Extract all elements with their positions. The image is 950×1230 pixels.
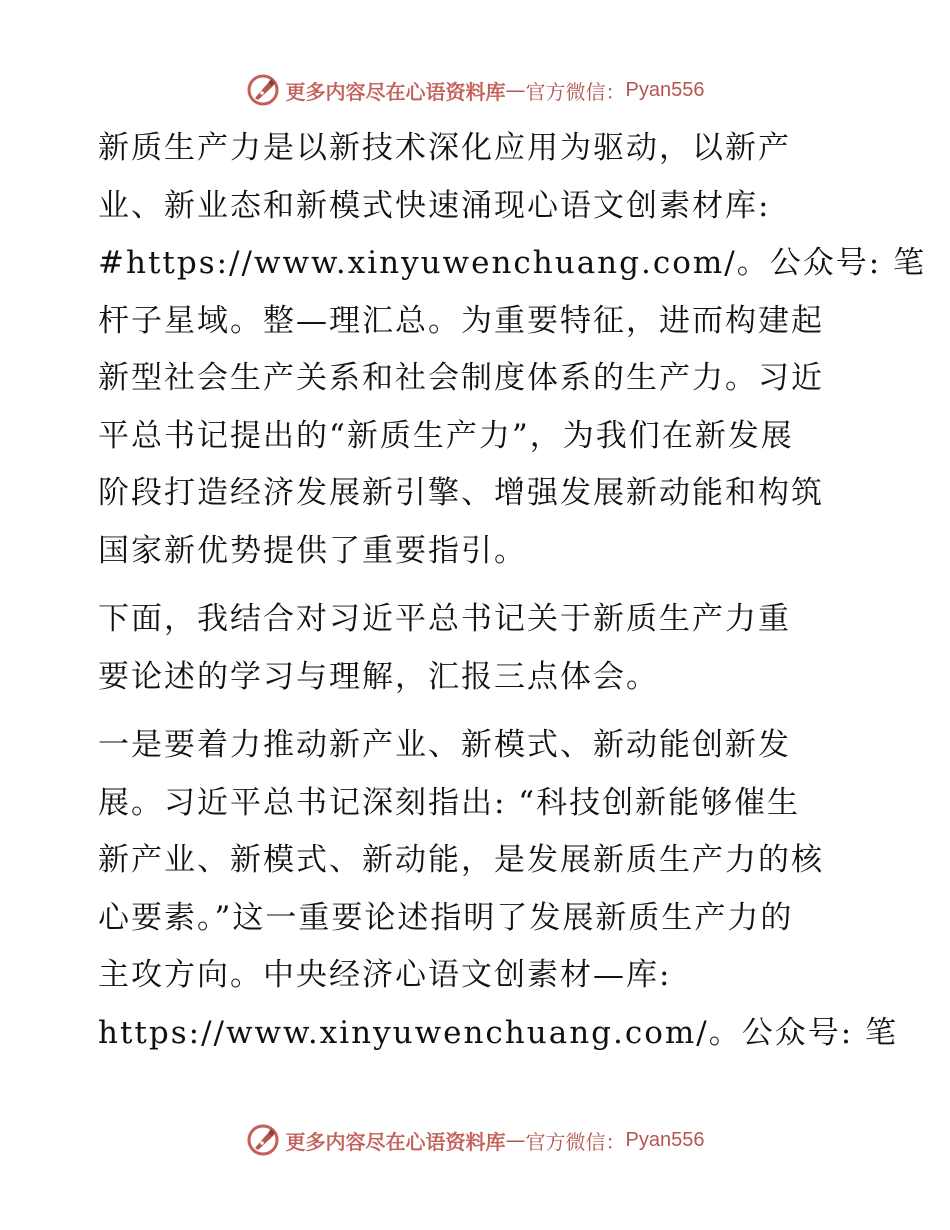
fountain-pen-logo-icon xyxy=(246,1123,280,1157)
text-line: 新型社会生产关系和社会制度体系的生产力。习近 xyxy=(98,360,824,396)
text-line: 阶段打造经济发展新引擎、增强发展新动能和构筑 xyxy=(98,475,824,511)
text-line: 新产业、新模式、新动能，是发展新质生产力的核 xyxy=(98,842,824,878)
header-banner xyxy=(0,70,950,110)
text-line: #https://www.xinyuwenchuang.com/。公众号: 笔 xyxy=(98,245,927,281)
text-line: 新质生产力是以新技术深化应用为驱动，以新产 xyxy=(98,130,791,166)
text-line: 业、新业态和新模式快速涌现心语文创素材库: xyxy=(98,187,771,224)
paragraph-3 xyxy=(98,717,899,1062)
banner-wechat-id: Pyan556 xyxy=(625,1128,705,1151)
paragraph-1 xyxy=(98,120,927,580)
banner-main-text: 更多内容尽在心语资料库 xyxy=(285,79,506,104)
banner-official-label: 官方微信： xyxy=(525,1129,626,1154)
text-line: 一是要着力推动新产业、新模式、新动能创新发 xyxy=(98,727,791,763)
text-line: 平总书记提出的“新质生产力”，为我们在新发展 xyxy=(98,417,794,454)
document-body xyxy=(98,120,927,1073)
text-line: 国家新优势提供了重要指引。 xyxy=(98,532,527,569)
fountain-pen-logo-icon xyxy=(246,73,280,107)
banner-dash: — xyxy=(505,1128,526,1152)
banner-main-text: 更多内容尽在心语资料库 xyxy=(285,1129,506,1154)
banner-dash: — xyxy=(505,78,526,102)
banner-official-label: 官方微信： xyxy=(525,79,626,104)
paragraph-2 xyxy=(98,591,858,706)
text-line: 下面，我结合对习近平总书记关于新质生产力重 xyxy=(98,601,791,637)
text-line: 主攻方向。中央经济心语文创素材—库: xyxy=(98,957,672,993)
text-line: 要论述的学习与理解，汇报三点体会。 xyxy=(98,658,659,695)
text-line: https://www.xinyuwenchuang.com/。公众号: 笔 xyxy=(98,1014,899,1051)
footer-banner xyxy=(0,1120,950,1160)
text-line: 杆子星域。整—理汇总。为重要特征，进而构建起 xyxy=(98,302,824,339)
text-line: 展。习近平总书记深刻指出: “科技创新能够催生 xyxy=(98,784,801,821)
banner-wechat-id: Pyan556 xyxy=(625,78,705,101)
text-line: 心要素。”这一重要论述指明了发展新质生产力的 xyxy=(98,899,794,936)
